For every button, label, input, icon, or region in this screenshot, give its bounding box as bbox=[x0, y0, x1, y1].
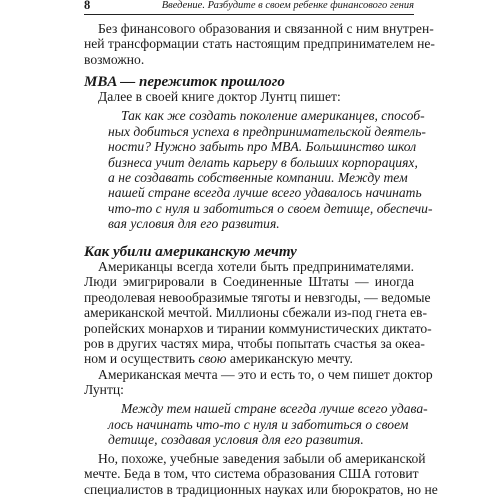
body-line: ров в других частях мира, чтобы попытать счастья за океа- bbox=[84, 336, 425, 352]
emphasis-text: свою bbox=[198, 351, 227, 367]
page-number: 8 bbox=[84, 0, 91, 12]
quote-line: ных добиться успеха в предпринимательской деятель- bbox=[108, 123, 426, 139]
intro-line: возможно. bbox=[84, 51, 145, 67]
body-line: американской мечтой. Миллионы сбежали из-под гнета ев- bbox=[84, 305, 427, 321]
body-line: Лунтц: bbox=[84, 382, 124, 398]
body-line: Американцы всегда хотели быть предпринимателями. bbox=[98, 259, 414, 274]
body-line: Американская мечта — это и есть то, о чем пишет доктор bbox=[98, 366, 433, 382]
lead-line: Далее в своей книге доктор Лунтц пишет: bbox=[98, 89, 341, 105]
quote-line: нашей стране всегда лучше всего удавалось начинать bbox=[108, 185, 422, 201]
body-line: мечте. Беда в том, что система образования США готовит bbox=[84, 466, 419, 482]
body-line: специалистов в традиционных науках или бюрократов, но не bbox=[84, 481, 438, 497]
quote-line: что-то с нуля и заботиться о своем детище, обеспечи- bbox=[108, 200, 433, 216]
body-line: ропейских монархов и тирании коммунистических диктато- bbox=[84, 320, 432, 336]
body-line: Но, похоже, учебные заведения забыли об американской bbox=[98, 450, 426, 466]
intro-line: Без финансового образования и связанной с ним внутрен- bbox=[98, 21, 434, 36]
body-text: ном и осуществить bbox=[84, 351, 195, 367]
intro-line: ней трансформации стать настоящим предпринимателем не- bbox=[84, 36, 435, 52]
quote-line: а не создавать собственные компании. Между тем bbox=[108, 169, 408, 185]
body-line: Люди эмигрировали в Соединенные Штаты — иногда bbox=[84, 274, 414, 290]
page-header bbox=[84, 0, 414, 15]
quote-line: вая условия для его развития. bbox=[108, 216, 280, 232]
body-line: преодолевая невообразимые тяготы и невзгоды, — ведомые bbox=[84, 289, 431, 305]
quote-line: бизнеса учит делать карьеру в больших корпорациях, bbox=[108, 154, 418, 170]
quote-line: детище, создавая условия для его развития. bbox=[108, 431, 364, 447]
quote-line: Так как же создать поколение американцев, способ- bbox=[121, 108, 425, 124]
body-text: американскую мечту. bbox=[229, 351, 353, 367]
quote-line: ности? Нужно забыть про MBA. Большинство школ bbox=[108, 139, 417, 155]
quote-line: Между тем нашей стране всегда лучше всего удава- bbox=[121, 401, 428, 417]
section-heading-mba: MBA — пережиток прошлого bbox=[84, 74, 285, 91]
running-title: Введение. Разбудите в своем ребенке финансового гения bbox=[161, 0, 414, 11]
section-heading-dream: Как убили американскую мечту bbox=[84, 243, 297, 260]
quote-line: лось начинать что-то с нуля и заботиться о своем bbox=[108, 416, 409, 432]
